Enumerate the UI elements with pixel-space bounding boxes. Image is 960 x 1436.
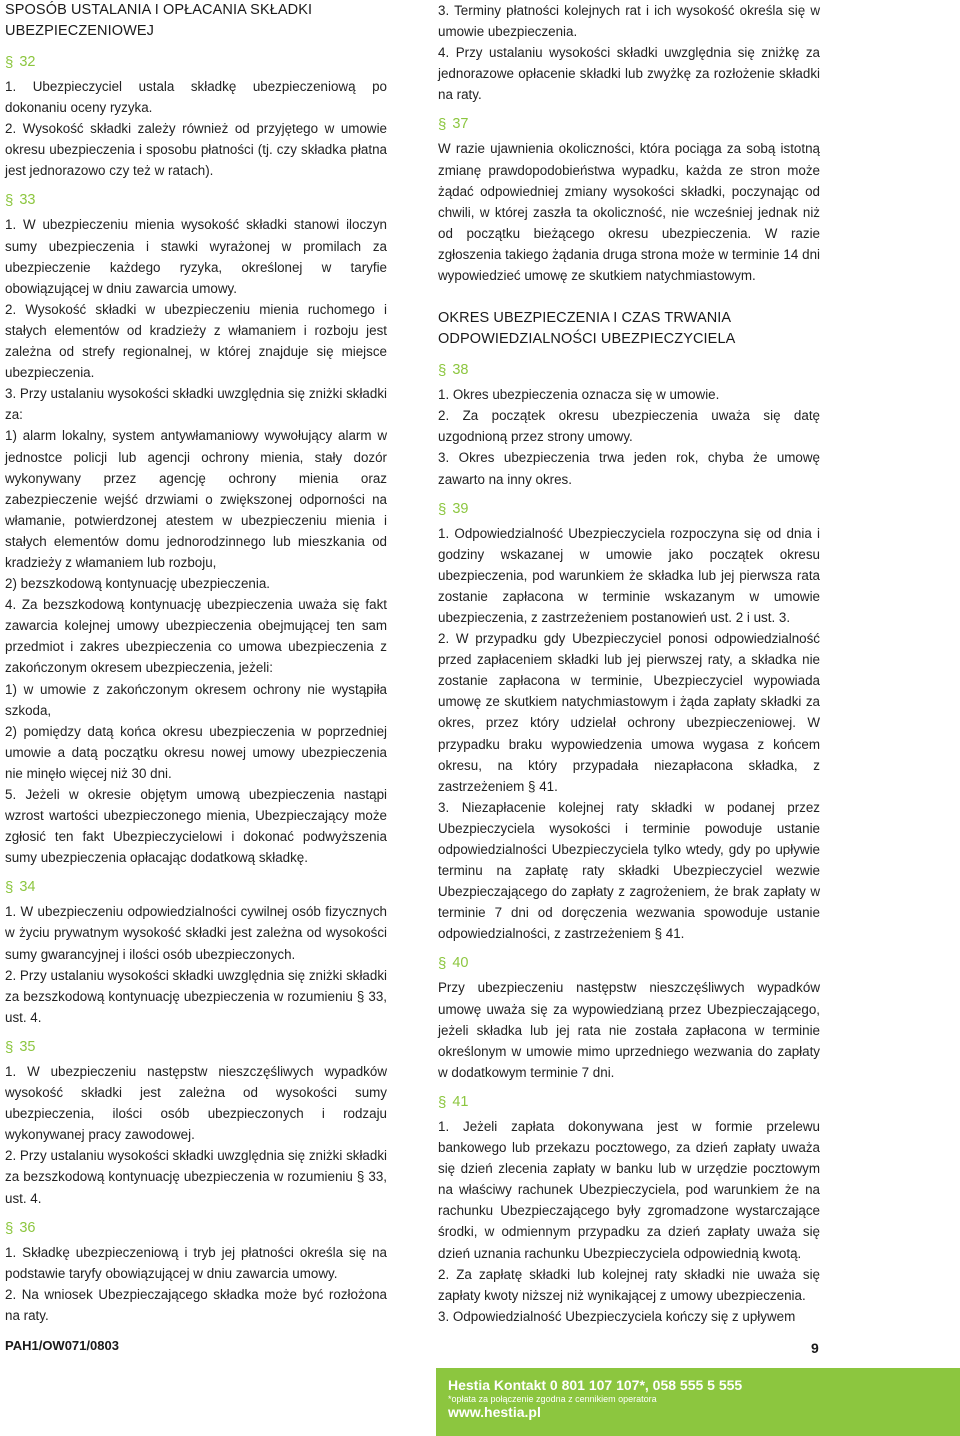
section-heading-period: OKRES UBEZPIECZENIA I CZAS TRWANIA ODPOWIEDZIALNOŚCI UBEZPIECZYCIELA xyxy=(438,310,736,348)
clause-text: 1. W ubezpieczeniu mienia wysokość składki stanowi iloczyn sumy ubezpieczenia i stawki wyrażonej w promilach za ubezpieczenie każdego ryzyka, określonej w taryfie obowiązującej w dniu zawarcia umowy. xyxy=(5,217,387,296)
clause-text: 1. Ubezpieczyciel ustala składkę ubezpieczeniową po dokonaniu oceny ryzyka. xyxy=(5,79,387,116)
paragraph-number xyxy=(5,1037,387,1058)
clause-text: 5. Jeżeli w okresie objętym umową ubezpieczenia nastąpi wzrost wartości ubezpieczonego mienia, Ubezpieczający może zgłosić ten fakt Ubezpieczycielowi i dokonać podwyższenia sumy ubezpieczenia opłacając dodatkową składkę. xyxy=(5,787,387,866)
page-number: 9 xyxy=(811,1340,819,1356)
section-symbol: § xyxy=(5,192,14,210)
section-symbol: § xyxy=(5,1219,14,1237)
paragraph-number xyxy=(438,114,820,135)
paragraph-number-value: 38 xyxy=(452,362,469,379)
clause-text: 1. Odpowiedzialność Ubezpieczyciela rozpoczyna się od dnia i godziny wskazanej w umowie jako początek okresu ubezpieczenia, pod warunkiem że składka lub jej pierwsza rata zostanie zapłacona w terminie wskazanym w umowie ubezpieczenia, z zastrzeżeniem postanowień ust. 2 i ust. 3. xyxy=(438,525,820,625)
paragraph-number-value: 35 xyxy=(19,1038,36,1055)
section-symbol: § xyxy=(438,362,447,380)
contact-note: *opłata za połączenie zgodna z cennikiem operatora xyxy=(448,1394,657,1404)
paragraph-number-value: 32 xyxy=(19,54,36,70)
clause-text: 3. Odpowiedzialność Ubezpieczyciela kończy się z upływem xyxy=(438,1308,796,1324)
clause-text: 2. Za początek okresu ubezpieczenia uważa się datę uzgodnioną przez strony umowy. xyxy=(438,408,820,445)
section-symbol: § xyxy=(438,500,447,518)
paragraph-number-value: 34 xyxy=(19,879,36,896)
document-code: PAH1/OW071/0803 xyxy=(5,1338,119,1353)
right-column xyxy=(438,0,820,1327)
paragraph-number-value: 39 xyxy=(452,500,469,517)
section-symbol: § xyxy=(5,54,14,71)
left-column xyxy=(5,0,387,1326)
paragraph-number-value: 37 xyxy=(452,116,469,133)
clause-text: 2. Za zapłatę składki lub kolejnej raty składki nie uważa się zapłaty kwoty niższej niż wynikającej z umowy ubezpieczenia. xyxy=(438,1266,820,1303)
paragraph-number-value: 36 xyxy=(19,1219,36,1236)
clause-text: 1) w umowie z zakończonym okresem ochrony nie wystąpiła szkoda, xyxy=(5,681,387,718)
clause-text: 2. Przy ustalaniu wysokości składki uwzględnia się zniżki składki za bezszkodową kontynuację ubezpieczenia w rozumieniu § 33, ust. 4. xyxy=(5,1148,387,1206)
clause-text: 2. Przy ustalaniu wysokości składki uwzględnia się zniżki składki za bezszkodową kontynuację ubezpieczenia w rozumieniu § 33, ust. 4. xyxy=(5,967,387,1025)
website-link[interactable]: www.hestia.pl xyxy=(448,1404,541,1420)
clause-text: 1. W ubezpieczeniu odpowiedzialności cywilnej osób fizycznych w życiu prywatnym wysokość składki jest zależna od wysokości sumy gwarancyjnej i ilości osób ubezpieczonych. xyxy=(5,904,387,962)
clause-text: 2. W przypadku gdy Ubezpieczyciel ponosi odpowiedzialność przed zapłaceniem składki lub jej pierwszej raty, a składka nie zostanie zapłacona w terminie, Ubezpieczyciel wypowiada umowę ze skutkiem natychmiastowym i żąda zapłaty składki za okres, przez który udzielał ochrony ubezpieczeniowej. W przypadku braku wypowiedzenia umowa wygasa z końcem okresu, na który przypadała niezapłacona składka, z zastrzeżeniem § 41. xyxy=(438,631,820,794)
right-intro xyxy=(438,0,820,105)
clause-text: 4. Za bezszkodową kontynuację ubezpieczenia uważa się fakt zawarcia kolejnej umowy ubezpieczenia obejmującej ten sam przedmiot i zakres ubezpieczenia co umowa ubezpieczenia z zakończonym okresem ubezpieczenia, jeżeli: xyxy=(5,597,387,676)
clause-text: 2) bezszkodową kontynuację ubezpieczenia. xyxy=(5,576,271,592)
paragraph-number xyxy=(438,953,820,974)
section-symbol: § xyxy=(5,1038,14,1056)
paragraph-number-value: 41 xyxy=(452,1093,469,1110)
paragraph-number xyxy=(5,877,387,898)
clause-text: 1. W ubezpieczeniu następstw nieszczęśliwych wypadków wysokość składki jest zależna od wysokości sumy ubezpieczenia, ilości osób ubezpieczonych i rodzaju wykonywanej pracy zawodowej. xyxy=(5,1063,387,1143)
clause-text: 3. Przy ustalaniu wysokości składki uwzględnia się zniżki składki za: xyxy=(5,386,387,423)
clause-text: 4. Przy ustalaniu wysokości składki uwzględnia się zniżkę za jednorazowe opłacenie składki lub zwyżkę za rozłożenie składki na raty. xyxy=(438,45,820,103)
section-symbol: § xyxy=(438,116,447,134)
paragraph-number xyxy=(438,499,820,520)
clause-text: 1. Okres ubezpieczenia oznacza się w umowie. xyxy=(438,387,720,403)
clause-text: 2. Na wniosek Ubezpieczającego składka może być rozłożona na raty. xyxy=(5,1286,387,1323)
clause-text: 2) pomiędzy datą końca okresu ubezpieczenia w poprzedniej umowie a datą początku okresu nowej umowy ubezpieczenia nie minęło więcej niż 30 dni. xyxy=(5,723,387,781)
paragraph-number xyxy=(438,360,820,381)
right-sections-b xyxy=(438,360,820,1327)
contact-phone: Hestia Kontakt 0 801 107 107*, 058 555 5 555 xyxy=(448,1377,743,1393)
left-sections xyxy=(5,52,387,1326)
paragraph-number-value: 40 xyxy=(452,955,469,972)
paragraph-number-value: 33 xyxy=(19,192,36,209)
clause-text: 3. Okres ubezpieczenia trwa jeden rok, chyba że umowę zawarto na inny okres. xyxy=(438,450,820,487)
paragraph-number xyxy=(438,1092,820,1113)
paragraph-number xyxy=(5,190,387,211)
paragraph-number xyxy=(5,52,387,73)
clause-text: 1) alarm lokalny, system antywłamaniowy wywołujący alarm w jednostce policji lub agencji ochrony mienia, stały dozór wykonywany przez agencję ochrony mienia oraz zabezpieczenie wejść drzwiami o zwiększonej odporności na włamanie, potwierdzonej atestem w ubezpieczeniu mienia i stałych elementów domu jednorodzinnego lub mieszkania od kradzieży z włamaniem lub rozboju, xyxy=(5,428,387,570)
paragraph-number xyxy=(5,1218,387,1239)
clause-text: 3. Niezapłacenie kolejnej raty składki w podanej przez Ubezpieczyciela wysokości i terminie powoduje ustanie odpowiedzialności Ubezpieczyciela tylko wtedy, gdy po upływie terminu na zapłatę raty składki Ubezpieczyciel wezwie Ubezpieczającego do zapłaty z zagrożeniem, że brak zapłaty w terminie 7 dni od doręczenia wezwania spowoduje ustanie odpowiedzialności, z zastrzeżeniem § 41. xyxy=(438,799,820,942)
section-symbol: § xyxy=(5,879,14,897)
clause-text: 1. Składkę ubezpieczeniową i tryb jej płatności określa się na podstawie taryfy obowiązującej w dniu zawarcia umowy. xyxy=(5,1244,387,1281)
clause-text: 2. Wysokość składki zależy również od przyjętego w umowie okresu ubezpieczenia i sposobu płatności (tj. czy składka płatna jest jednorazowo czy też w ratach). xyxy=(5,121,387,179)
clause-text: 3. Terminy płatności kolejnych rat i ich wysokość określa się w umowie ubezpieczenia. xyxy=(438,3,820,40)
section-symbol: § xyxy=(438,1093,447,1111)
clause-text: 1. Jeżeli zapłata dokonywana jest w formie przelewu bankowego lub przekazu pocztowego, za dzień zapłaty uważa się dzień zlecenia zapłaty w banku lub w urzędzie pocztowym na właściwy rachunek Ubezpieczyciela, pod warunkiem że na rachunku Ubezpieczającego były zgromadzone wystarczające środki, w odmiennym przypadku za dzień zapłaty uważa się dzień uznania rachunku Ubezpieczyciela odpowiednią kwotą. xyxy=(438,1118,820,1261)
right-sections-a xyxy=(438,114,820,286)
clause-text: Przy ubezpieczeniu następstw nieszczęśliwych wypadków umowę uważa się za wypowiedzianą przez Ubezpieczającego, jeżeli składka lub jej rata nie została zapłacona w terminie określonym w umowie mimo uprzedniego wezwania do zapłaty w dodatkowym terminie 7 dni. xyxy=(438,980,820,1080)
clause-text: W razie ujawnienia okoliczności, która pociąga za sobą istotną zmianę prawdopodobieństwa wypadku, każda ze stron może żądać odpowiedniej zmiany wysokości składki, poczynając od chwili, w której zaszła ta okoliczność, nie wcześniej jednak niż od początku bieżącego okresu ubezpieczenia. W razie zgłoszenia takiego żądania druga strona może w terminie 14 dni wypowiedzieć umowę ze skutkiem natychmiastowym. xyxy=(438,141,820,284)
clause-text: 2. Wysokość składki w ubezpieczeniu mienia ruchomego i stałych elementów od kradzieży z włamaniem i rozboju jest zależna od strefy regionalnej, w której znajduje się miejsce ubezpieczenia. xyxy=(5,301,387,381)
section-heading-premium: SPOSÓB USTALANIA I OPŁACANIA SKŁADKI UBEZPIECZENIOWEJ xyxy=(5,2,313,39)
section-symbol: § xyxy=(438,955,447,973)
